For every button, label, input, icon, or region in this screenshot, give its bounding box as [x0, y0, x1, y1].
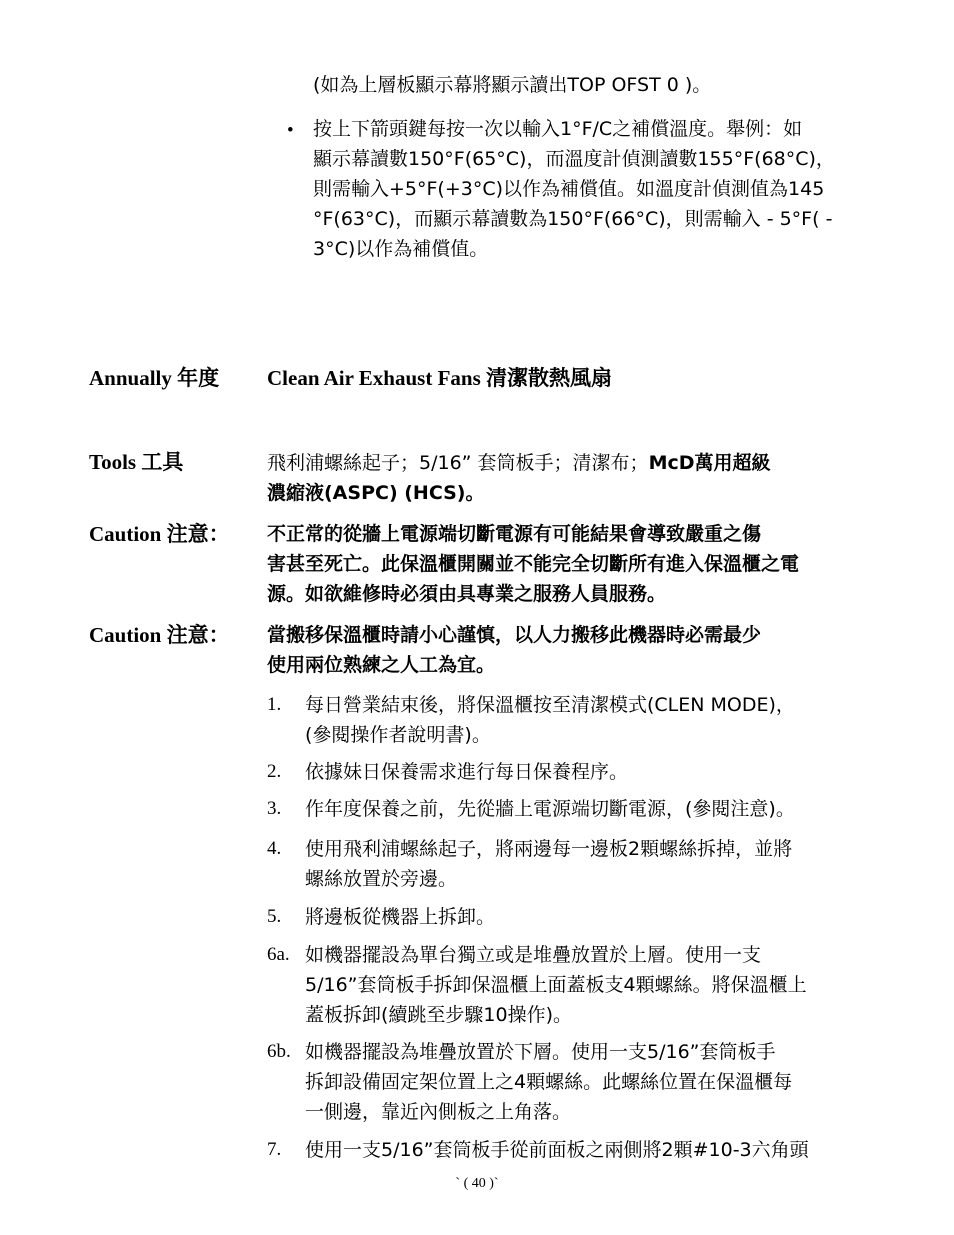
- caution-line: 害甚至死亡。此保溫櫃開關並不能完全切斷所有進入保溫櫃之電: [267, 553, 800, 575]
- step-line: 螺絲放置於旁邊。: [305, 868, 458, 890]
- step-line: 蓋板拆卸(續跳至步驟10操作)。: [305, 1004, 573, 1026]
- intro-line: (如為上層板顯示幕將顯示讀出TOP OFST 0 )。: [313, 74, 712, 96]
- tools-bold: McD萬用超級: [648, 452, 771, 474]
- caution-label-1: Caution 注意：: [89, 522, 230, 546]
- section-frequency: Annually 年度: [89, 366, 220, 390]
- step-number: 6b.: [267, 1041, 291, 1062]
- bullet-line: 顯示幕讀數150°F(65°C)，而溫度計偵測讀數155°F(68°C)，: [313, 148, 835, 170]
- step-line: 依據妹日保養需求進行每日保養程序。: [305, 761, 629, 783]
- step-line: 每日營業結束後，將保溫櫃按至清潔模式(CLEN MODE)，: [305, 694, 795, 716]
- step-text: [305, 940, 880, 1030]
- step-line: 使用飛利浦螺絲起子，將兩邊每一邊板2顆螺絲拆掉，並將: [305, 838, 793, 860]
- caution-line: 當搬移保溫櫃時請小心謹慎，以人力搬移此機器時必需最少: [267, 624, 762, 646]
- step-text: [305, 757, 880, 787]
- bullet-line: 則需輸入+5°F(+3°C)以作為補償值。如溫度計偵測值為145: [313, 178, 825, 200]
- step-number: 4.: [267, 838, 282, 859]
- step-line: 如機器擺設為堆疊放置於下層。使用一支5/16”套筒板手: [305, 1041, 776, 1063]
- step-number: 3.: [267, 798, 282, 819]
- step-line: 使用一支5/16”套筒板手從前面板之兩側將2顆#10-3六角頭: [305, 1139, 809, 1161]
- step-text: [305, 690, 880, 750]
- step-number: 1.: [267, 694, 282, 715]
- step-line: 5/16”套筒板手拆卸保溫櫃上面蓋板支4顆螺絲。將保溫櫃上: [305, 974, 807, 996]
- tools-label: Tools 工具: [89, 450, 184, 474]
- step-number: 5.: [267, 906, 282, 927]
- bullet-marker: •: [287, 120, 294, 141]
- step-text: [305, 794, 880, 824]
- step-number: 6a.: [267, 944, 290, 965]
- step-number: 2.: [267, 761, 282, 782]
- page-number: ` ( 40 )`: [455, 1176, 499, 1191]
- bullet-line: °F(63°C)，而顯示幕讀數為150°F(66°C)，則需輸入 - 5°F( -: [313, 208, 833, 230]
- caution-text-2: [267, 620, 887, 680]
- caution-line: 使用兩位熟練之人工為宜。: [267, 654, 496, 676]
- step-text: [305, 1037, 880, 1127]
- step-line: 如機器擺設為單台獨立或是堆疊放置於上層。使用一支: [305, 944, 762, 966]
- bullet-line: 按上下箭頭鍵每按一次以輸入1°F/C之補償溫度。舉例：如: [313, 118, 803, 140]
- step-text: [305, 1135, 880, 1165]
- caution-text-1: [267, 519, 887, 609]
- step-number: 7.: [267, 1139, 282, 1160]
- step-line: 拆卸設備固定架位置上之4顆螺絲。此螺絲位置在保溫櫃每: [305, 1071, 793, 1093]
- tools-plain: 飛利浦螺絲起子；5/16” 套筒板手；清潔布；: [267, 452, 649, 474]
- step-text: [305, 834, 880, 894]
- step-line: (參閱操作者說明書)。: [305, 724, 491, 746]
- tools-text: [267, 448, 887, 508]
- caution-line: 不正常的從牆上電源端切斷電源有可能結果會導致嚴重之傷: [267, 523, 762, 545]
- bullet-line: 3°C)以作為補償值。: [313, 238, 489, 260]
- caution-label-2: Caution 注意：: [89, 623, 230, 647]
- bullet-paragraph: [313, 114, 873, 264]
- caution-line: 源。如欲維修時必須由具專業之服務人員服務。: [267, 583, 667, 605]
- step-text: [305, 902, 880, 932]
- step-line: 將邊板從機器上拆卸。: [305, 906, 496, 928]
- section-title: Clean Air Exhaust Fans 清潔散熱風扇: [267, 366, 612, 390]
- tools-line-2: 濃縮液(ASPC) (HCS)。: [267, 482, 485, 504]
- step-line: 一側邊，靠近內側板之上角落。: [305, 1101, 572, 1123]
- tools-line-1: [267, 448, 887, 478]
- step-line: 作年度保養之前，先從牆上電源端切斷電源，(參閱注意)。: [305, 798, 795, 820]
